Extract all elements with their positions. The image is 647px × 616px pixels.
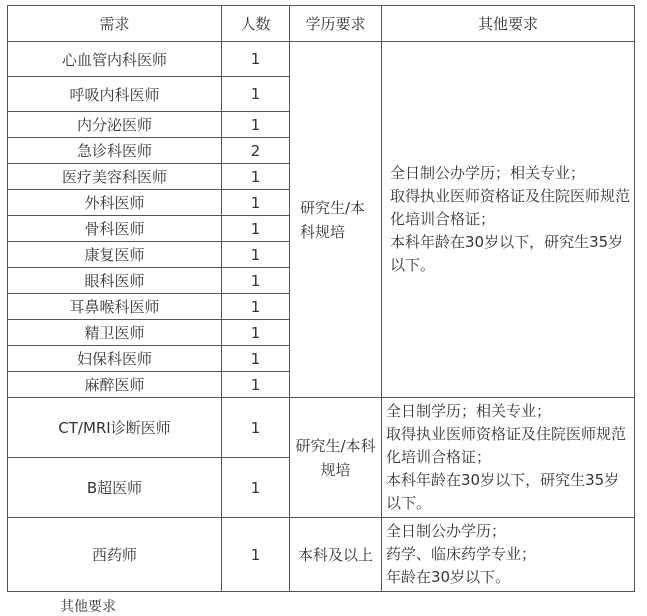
position-count: 1: [222, 294, 290, 320]
position-count: 1: [222, 458, 290, 518]
position-name: B超医师: [8, 458, 222, 518]
other-requirement: [382, 398, 635, 518]
requirement-line: 药学、临床药学专业；: [386, 545, 537, 563]
table-row: [8, 42, 635, 77]
requirement-line: 全日制公办学历；相关专业；: [390, 164, 586, 182]
position-count: 1: [222, 190, 290, 216]
position-count: 1: [222, 398, 290, 458]
header-row: [8, 6, 635, 42]
position-name: 心血管内科医师: [8, 42, 222, 77]
requirement-line: 全日制学历；相关专业；: [386, 402, 552, 420]
other-requirement: [382, 518, 635, 592]
requirement-line: 本科年龄在30岁以下，研究生35岁以下。: [390, 233, 624, 274]
header-education: 学历要求: [290, 6, 382, 42]
recruitment-table: [7, 5, 635, 592]
requirement-line: 年龄在30岁以下。: [386, 568, 511, 586]
header-other: 其他要求: [382, 6, 635, 42]
position-name: 耳鼻喉科医师: [8, 294, 222, 320]
position-count: 1: [222, 518, 290, 592]
position-name: CT/MRI诊断医师: [8, 398, 222, 458]
section-heading-partial: 其他要求: [60, 599, 116, 615]
position-count: 1: [222, 346, 290, 372]
education-requirement: 研究生/本科规培: [290, 398, 382, 518]
position-count: 1: [222, 216, 290, 242]
position-count: 1: [222, 42, 290, 77]
position-count: 1: [222, 112, 290, 138]
position-name: 西药师: [8, 518, 222, 592]
other-requirement: [382, 42, 635, 398]
position-name: 医疗美容科医师: [8, 164, 222, 190]
position-name: 麻醉医师: [8, 372, 222, 398]
position-count: 1: [222, 242, 290, 268]
table-row: [8, 398, 635, 458]
position-name: 呼吸内科医师: [8, 77, 222, 112]
position-count: 1: [222, 320, 290, 346]
position-name: 内分泌医师: [8, 112, 222, 138]
position-name: 妇保科医师: [8, 346, 222, 372]
education-requirement: 研究生/本科规培: [290, 42, 382, 398]
position-name: 急诊科医师: [8, 138, 222, 164]
header-count: 人数: [222, 6, 290, 42]
education-requirement: 本科及以上: [290, 518, 382, 592]
position-count: 2: [222, 138, 290, 164]
position-name: 外科医师: [8, 190, 222, 216]
position-name: 骨科医师: [8, 216, 222, 242]
position-count: 1: [222, 164, 290, 190]
requirement-line: 全日制公办学历；: [386, 522, 507, 540]
requirement-line: 本科年龄在30岁以下，研究生35岁以下。: [386, 471, 620, 512]
requirement-line: 取得执业医师资格证及住院医师规范化培训合格证；: [386, 425, 627, 466]
requirement-line: 取得执业医师资格证及住院医师规范化培训合格证；: [390, 187, 631, 228]
position-name: 精卫医师: [8, 320, 222, 346]
position-name: 康复医师: [8, 242, 222, 268]
table-row: [8, 518, 635, 592]
header-demand: 需求: [8, 6, 222, 42]
position-count: 1: [222, 77, 290, 112]
position-name: 眼科医师: [8, 268, 222, 294]
position-count: 1: [222, 268, 290, 294]
position-count: 1: [222, 372, 290, 398]
